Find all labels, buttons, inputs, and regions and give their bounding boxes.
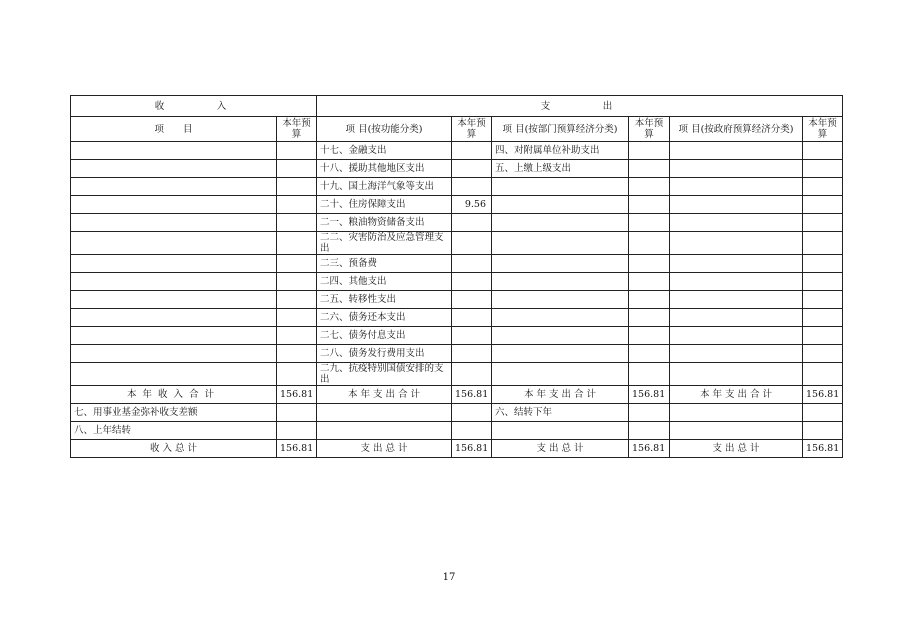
func-item-cell: 二二、灾害防治及应急管理支出 xyxy=(317,232,452,255)
gov-item-cell xyxy=(670,273,803,291)
budget-table xyxy=(70,95,843,458)
income-item-cell xyxy=(71,327,277,345)
func-budget-cell xyxy=(452,363,492,386)
header-row-2 xyxy=(71,117,843,142)
func-budget-cell xyxy=(452,291,492,309)
dept-budget-cell xyxy=(629,345,670,363)
dept-item-cell xyxy=(492,273,629,291)
func-item-cell: 二四、其他支出 xyxy=(317,273,452,291)
dept-item-cell xyxy=(492,178,629,196)
income-budget-cell xyxy=(277,422,317,440)
func-budget-cell xyxy=(452,160,492,178)
dept-budget-cell xyxy=(629,232,670,255)
gov-budget-cell xyxy=(803,327,843,345)
budget-sheet xyxy=(70,95,842,458)
income-budget-cell xyxy=(277,255,317,273)
dept-budget-cell xyxy=(629,291,670,309)
func-item-cell: 二六、债务还本支出 xyxy=(317,309,452,327)
income-item-cell xyxy=(71,363,277,386)
gov-item-cell xyxy=(670,363,803,386)
func-item-cell: 二九、抗疫特别国债安排的支出 xyxy=(317,363,452,386)
dept-item-cell xyxy=(492,345,629,363)
table-row xyxy=(71,309,843,327)
gov-budget-cell xyxy=(803,214,843,232)
income-item-cell xyxy=(71,142,277,160)
dept-budget-cell xyxy=(629,422,670,440)
gov-budget-cell xyxy=(803,255,843,273)
table-row xyxy=(71,142,843,160)
table-row xyxy=(71,291,843,309)
dept-budget-cell xyxy=(629,327,670,345)
table-row xyxy=(71,232,843,255)
func-budget-cell xyxy=(452,345,492,363)
income-title: 收 入 xyxy=(71,96,317,117)
dept-budget-cell xyxy=(629,363,670,386)
income-item-cell xyxy=(71,309,277,327)
gov-grand-label: 支 出 总 计 xyxy=(670,440,803,458)
gov-item-cell xyxy=(670,291,803,309)
func-budget-cell xyxy=(452,178,492,196)
gov-item-cell xyxy=(670,422,803,440)
gov-item-cell xyxy=(670,345,803,363)
gov-item-cell xyxy=(670,404,803,422)
annual-total-row xyxy=(71,386,843,404)
gov-item-cell xyxy=(670,196,803,214)
func-total-value: 156.81 xyxy=(452,386,492,404)
func-item-cell: 十八、援助其他地区支出 xyxy=(317,160,452,178)
gov-budget-cell xyxy=(803,309,843,327)
gov-budget-cell xyxy=(803,422,843,440)
income-item-cell xyxy=(71,345,277,363)
gov-total-value: 156.81 xyxy=(803,386,843,404)
gov-budget-header: 本年预算 xyxy=(803,117,843,142)
func-item-cell: 十七、金融支出 xyxy=(317,142,452,160)
gov-item-cell xyxy=(670,309,803,327)
income-budget-cell xyxy=(277,291,317,309)
gov-item-cell xyxy=(670,214,803,232)
income-grand-label: 收 入 总 计 xyxy=(71,440,277,458)
func-item-cell xyxy=(317,404,452,422)
page-number: 17 xyxy=(442,572,456,583)
dept-item-cell xyxy=(492,232,629,255)
dept-budget-cell xyxy=(629,309,670,327)
func-total-label: 本 年 支 出 合 计 xyxy=(317,386,452,404)
income-item-cell xyxy=(71,273,277,291)
dept-budget-header: 本年预算 xyxy=(629,117,670,142)
gov-budget-cell xyxy=(803,404,843,422)
item-header: 项 目 xyxy=(71,117,277,142)
gov-item-cell xyxy=(670,232,803,255)
func-budget-cell xyxy=(452,232,492,255)
dept-total-label: 本 年 支 出 合 计 xyxy=(492,386,629,404)
dept-budget-cell xyxy=(629,255,670,273)
dept-item-header: 项 目(按部门预算经济分类) xyxy=(492,117,629,142)
dept-total-value: 156.81 xyxy=(629,386,670,404)
table-row xyxy=(71,196,843,214)
dept-item-cell xyxy=(492,363,629,386)
func-item-cell: 十九、国土海洋气象等支出 xyxy=(317,178,452,196)
func-budget-cell xyxy=(452,309,492,327)
income-budget-cell xyxy=(277,160,317,178)
gov-item-cell xyxy=(670,255,803,273)
table-row xyxy=(71,273,843,291)
header-row-1 xyxy=(71,96,843,117)
income-item-cell xyxy=(71,196,277,214)
func-grand-label: 支 出 总 计 xyxy=(317,440,452,458)
income-item-cell xyxy=(71,255,277,273)
func-item-cell: 二三、预备费 xyxy=(317,255,452,273)
gov-grand-value: 156.81 xyxy=(803,440,843,458)
gov-budget-cell xyxy=(803,363,843,386)
income-budget-cell xyxy=(277,345,317,363)
func-item-cell: 二十、住房保障支出 xyxy=(317,196,452,214)
gov-budget-cell xyxy=(803,160,843,178)
gov-item-header: 项 目(按政府预算经济分类) xyxy=(670,117,803,142)
dept-item-cell: 四、对附属单位补助支出 xyxy=(492,142,629,160)
gov-budget-cell xyxy=(803,232,843,255)
income-item-cell xyxy=(71,160,277,178)
income-budget-cell xyxy=(277,196,317,214)
dept-budget-cell xyxy=(629,178,670,196)
income-item-cell xyxy=(71,291,277,309)
income-budget-cell xyxy=(277,178,317,196)
func-item-cell: 二八、债务发行费用支出 xyxy=(317,345,452,363)
income-budget-cell xyxy=(277,142,317,160)
func-budget-cell xyxy=(452,214,492,232)
gov-item-cell xyxy=(670,178,803,196)
gov-budget-cell xyxy=(803,196,843,214)
table-row xyxy=(71,255,843,273)
income-budget-cell xyxy=(277,273,317,291)
table-row xyxy=(71,404,843,422)
income-budget-cell xyxy=(277,363,317,386)
table-row xyxy=(71,363,843,386)
table-row xyxy=(71,160,843,178)
table-row xyxy=(71,178,843,196)
gov-budget-cell xyxy=(803,142,843,160)
income-total-label: 本年收入合计 xyxy=(71,386,277,404)
dept-item-cell xyxy=(492,196,629,214)
income-budget-cell xyxy=(277,327,317,345)
table-row xyxy=(71,327,843,345)
func-budget-cell xyxy=(452,422,492,440)
func-budget-cell xyxy=(452,327,492,345)
dept-item-cell xyxy=(492,327,629,345)
income-item-cell xyxy=(71,232,277,255)
dept-item-cell: 六、结转下年 xyxy=(492,404,629,422)
func-item-cell xyxy=(317,422,452,440)
income-item-cell: 七、用事业基金弥补收支差额 xyxy=(71,404,277,422)
dept-item-cell xyxy=(492,422,629,440)
func-item-cell: 二七、债务付息支出 xyxy=(317,327,452,345)
income-item-cell: 八、上年结转 xyxy=(71,422,277,440)
func-budget-cell xyxy=(452,255,492,273)
dept-budget-cell xyxy=(629,404,670,422)
income-budget-cell xyxy=(277,214,317,232)
func-budget-cell: 9.56 xyxy=(452,196,492,214)
table-row xyxy=(71,422,843,440)
gov-item-cell xyxy=(670,327,803,345)
gov-budget-cell xyxy=(803,345,843,363)
dept-item-cell xyxy=(492,255,629,273)
func-item-cell: 二一、粮油物资储备支出 xyxy=(317,214,452,232)
gov-item-cell xyxy=(670,160,803,178)
income-budget-cell xyxy=(277,404,317,422)
dept-budget-cell xyxy=(629,160,670,178)
dept-item-cell xyxy=(492,291,629,309)
dept-item-cell xyxy=(492,214,629,232)
gov-total-label: 本 年 支 出 合 计 xyxy=(670,386,803,404)
dept-budget-cell xyxy=(629,142,670,160)
gov-item-cell xyxy=(670,142,803,160)
func-item-header: 项 目(按功能分类) xyxy=(317,117,452,142)
expense-title: 支 出 xyxy=(317,96,843,117)
dept-item-cell: 五、上缴上级支出 xyxy=(492,160,629,178)
income-grand-value: 156.81 xyxy=(277,440,317,458)
income-budget-header: 本年预算 xyxy=(277,117,317,142)
table-row xyxy=(71,345,843,363)
func-budget-cell xyxy=(452,273,492,291)
dept-budget-cell xyxy=(629,214,670,232)
gov-budget-cell xyxy=(803,178,843,196)
func-item-cell: 二五、转移性支出 xyxy=(317,291,452,309)
income-budget-cell xyxy=(277,309,317,327)
table-row xyxy=(71,214,843,232)
dept-grand-value: 156.81 xyxy=(629,440,670,458)
gov-budget-cell xyxy=(803,273,843,291)
dept-item-cell xyxy=(492,309,629,327)
income-item-cell xyxy=(71,214,277,232)
dept-grand-label: 支 出 总 计 xyxy=(492,440,629,458)
func-budget-cell xyxy=(452,404,492,422)
func-budget-header: 本年预算 xyxy=(452,117,492,142)
grand-total-row xyxy=(71,440,843,458)
income-budget-cell xyxy=(277,232,317,255)
dept-budget-cell xyxy=(629,273,670,291)
income-item-cell xyxy=(71,178,277,196)
func-grand-value: 156.81 xyxy=(452,440,492,458)
dept-budget-cell xyxy=(629,196,670,214)
gov-budget-cell xyxy=(803,291,843,309)
func-budget-cell xyxy=(452,142,492,160)
income-total-value: 156.81 xyxy=(277,386,317,404)
